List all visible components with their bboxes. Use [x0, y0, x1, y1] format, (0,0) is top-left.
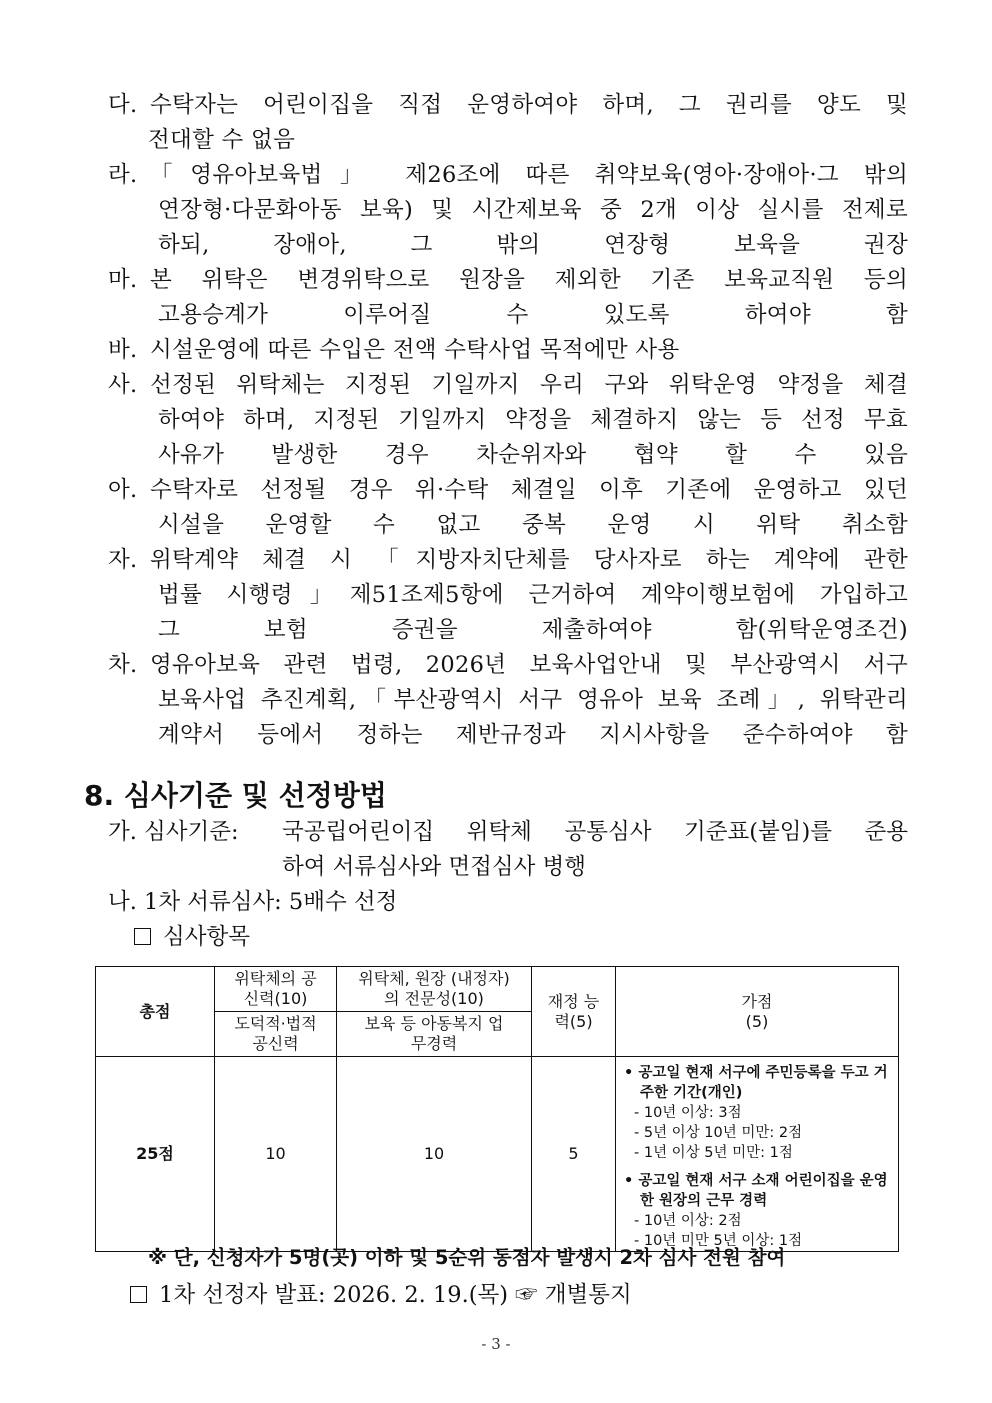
header-total: 총점	[96, 967, 215, 1057]
list-item-ra	[108, 158, 908, 263]
item-line: 선정된 위탁체는 지정된 기일까지 우리 구와 위탁운영 약정을 체결	[150, 372, 908, 398]
bonus-residence-tier: - 1년 이상 5년 미만: 1점	[634, 1145, 793, 1161]
item-line: 보육사업 추진계획,「부산광역시 서구 영유아 보육 조례」, 위탁관리	[158, 687, 908, 713]
header-finance	[532, 967, 616, 1057]
header-finance-text: 재정 능력(5)	[547, 991, 600, 1031]
square-bullet-icon	[134, 928, 151, 945]
screening-items-heading	[134, 920, 250, 955]
item-line: 영유아보육 관련 법령, 2026년 보육사업안내 및 부산광역시 서구	[150, 652, 908, 678]
criteria-table	[95, 966, 899, 1252]
item-line: 「영유아보육법」 제26조에 따른 취약보육(영아·장애아·그 밖의	[150, 162, 908, 188]
item-marker: 다.	[108, 92, 138, 118]
header-credibility	[215, 967, 337, 1012]
bonus-career-tier: - 10년 이상: 2점	[634, 1213, 742, 1229]
item-line: 하되, 장애아, 그 밖의 연장형 보육을 권장	[158, 232, 908, 258]
section-heading: 8. 심사기준 및 선정방법	[84, 779, 387, 812]
item-marker: 사.	[108, 372, 138, 398]
value-total: 25점	[96, 1057, 215, 1252]
item-line: 시설운영에 따른 수입은 전액 수탁사업 목적에만 사용	[150, 337, 680, 363]
item-line: 수탁자는 어린이집을 직접 운영하여야 하며, 그 권리를 양도 및	[150, 92, 908, 118]
square-bullet-icon	[130, 1286, 147, 1303]
item-line: 하여야 하며, 지정된 기일까지 약정을 체결하지 않는 등 선정 무효	[158, 407, 908, 433]
header-expertise-sub	[337, 1012, 532, 1057]
criteria-line: 국공립어린이집 위탁체 공통심사 기준표(붙임)를 준용	[282, 819, 908, 845]
list-item-ja	[108, 543, 908, 648]
table-row	[96, 1057, 899, 1252]
list-item-da	[108, 88, 908, 158]
header-bonus	[616, 967, 899, 1057]
list-item-sa	[108, 368, 908, 473]
announcement	[130, 1278, 632, 1313]
header-credibility-text: 위탁체의 공신력(10)	[234, 969, 317, 1008]
value-expertise: 10	[337, 1057, 532, 1252]
item-line: 연장형·다문화아동 보육) 및 시간제보육 중 2개 이상 실시를 전제로	[158, 197, 908, 223]
criteria-label: 가. 심사기준:	[108, 819, 239, 845]
item-line: 수탁자로 선정될 경우 위·수탁 체결일 이후 기존에 운영하고 있던	[150, 477, 908, 503]
header-bonus-text: 가점 (5)	[741, 991, 773, 1031]
item-line: 사유가 발생한 경우 차순위자와 협약 할 수 있음	[158, 442, 908, 468]
page-number: - 3 -	[481, 1335, 511, 1353]
item-line: 그 보험 증권을 제출하여야 함(위탁운영조건)	[158, 617, 908, 643]
item-line: 본 위탁은 변경위탁으로 원장을 제외한 기존 보육교직원 등의	[150, 267, 908, 293]
note-text: ※ 단, 신청자가 5명(곳) 이하 및 5순위 동점자 발생시 2차 심사 전원 참여	[148, 1246, 786, 1269]
item-marker: 마.	[108, 267, 138, 293]
item-line: 계약서 등에서 정하는 제반규정과 지시사항을 준수하여야 함	[158, 722, 908, 748]
list-item-a	[108, 473, 908, 543]
item-line: 법률 시행령」제51조제5항에 근거하여 계약이행보험에 가입하고	[158, 582, 908, 608]
list-item-ma	[108, 263, 908, 333]
item-marker: 바.	[108, 337, 138, 363]
item-line: 시설을 운영할 수 없고 중복 운영 시 위탁 취소함	[158, 512, 908, 538]
item-marker: 자.	[108, 547, 138, 573]
item-marker: 차.	[108, 652, 138, 678]
bonus-residence-tier: - 10년 이상: 3점	[634, 1105, 742, 1121]
item-line: 위탁계약 체결 시 「지방자치단체를 당사자로 하는 계약에 관한	[150, 547, 908, 573]
announcement-text: 1차 선정자 발표: 2026. 2. 19.(목) ☞ 개별통지	[159, 1282, 632, 1308]
bonus-career-tier: - 10년 미만 5년 이상: 1점	[634, 1233, 803, 1249]
bonus-career: • 공고일 현재 서구 소재 어린이집을 운영한 원장의 근무 경력	[624, 1173, 888, 1209]
header-expertise-sub-text: 보육 등 아동복지 업무경력	[364, 1014, 504, 1053]
list-item-cha	[108, 648, 908, 753]
header-expertise-text: 위탁체, 원장 (내정자)의 전문성(10)	[358, 969, 510, 1008]
header-expertise	[337, 967, 532, 1012]
bonus-residence-tier: - 5년 이상 10년 미만: 2점	[634, 1125, 803, 1141]
header-credibility-sub-text: 도덕적·법적 공신력	[234, 1014, 317, 1053]
item-line: 전대할 수 없음	[148, 127, 296, 153]
document-screening: 나. 1차 서류심사: 5배수 선정	[108, 889, 398, 915]
header-credibility-sub	[215, 1012, 337, 1057]
value-finance: 5	[532, 1057, 616, 1252]
item-marker: 아.	[108, 477, 138, 503]
item-marker: 라.	[108, 162, 138, 188]
bonus-criteria	[616, 1057, 899, 1252]
bonus-residence: • 공고일 현재 서구에 주민등록을 두고 거주한 기간(개인)	[624, 1065, 888, 1101]
item-line: 고용승계가 이루어질 수 있도록 하여야 함	[158, 302, 908, 328]
criteria-line: 하여 서류심사와 면접심사 병행	[282, 854, 587, 880]
table-header-row	[96, 967, 899, 1012]
value-credibility: 10	[215, 1057, 337, 1252]
screening-items-label: 심사항목	[163, 924, 250, 950]
